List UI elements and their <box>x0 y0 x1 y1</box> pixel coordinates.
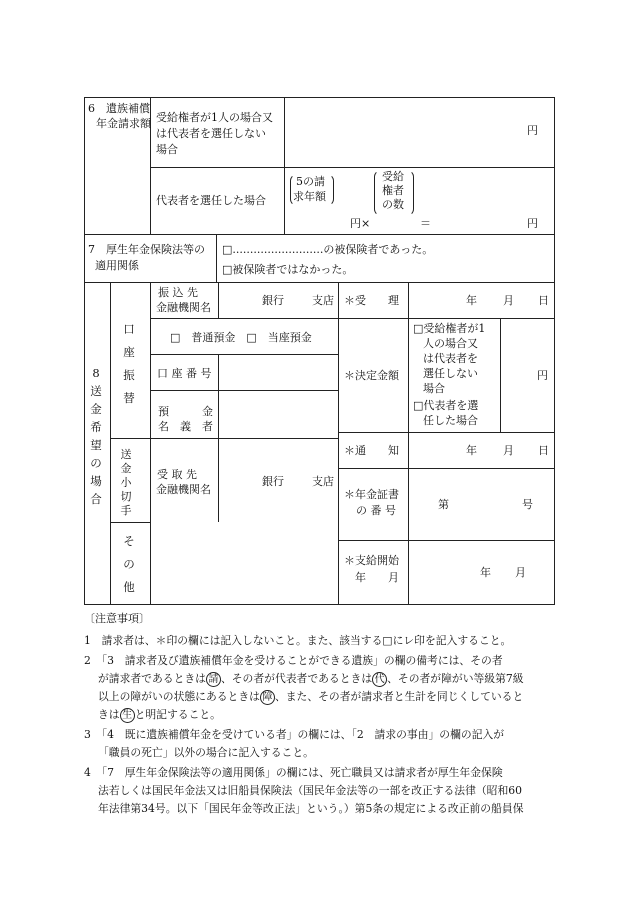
kettei-option-line7: 任した場合 <box>423 414 478 427</box>
notes-heading: 〔注意事項〕 <box>84 612 150 625</box>
circled-sei-mark: 請 <box>206 672 221 687</box>
section6-label-line1: 6 遺族補償 <box>88 102 150 115</box>
tsuchi-day: 日 <box>538 444 549 457</box>
section6-row1-line2: は代表者を選任しない <box>156 127 266 140</box>
kettei-option-line5: 場合 <box>423 382 445 395</box>
formula-b-line1: 受給 <box>382 170 404 183</box>
tsuchi-month: 月 <box>503 444 514 457</box>
account-holder-line1: 預 金 <box>158 405 213 418</box>
section6-row2-amount-field[interactable]: 円 <box>527 217 538 230</box>
section7-option2-checkbox[interactable]: □被保険者ではなかった。 <box>222 263 354 276</box>
juri-year: 年 <box>466 294 477 307</box>
furikomi-label-line1: 振 込 先 <box>158 286 198 299</box>
soukin-kogitte-label: 送金小切手 <box>120 448 132 517</box>
note-2d: きは 生 と明記すること。 <box>98 708 221 721</box>
circled-dai-mark: 代 <box>372 672 387 687</box>
circled-sei2-mark: 生 <box>120 708 135 723</box>
shosho-go: 号 <box>522 498 533 511</box>
circled-sho-mark: 障 <box>260 690 275 705</box>
kettei-option-line4: 選任しない <box>423 367 478 380</box>
recv-bank-field[interactable]: 銀行 <box>262 475 284 488</box>
section6-row1-line3: 場合 <box>156 143 178 156</box>
note-4b: 法若しくは国民年金法又は旧船員保険法（国民年金法等の一部を改正する法律（昭和60 <box>98 784 523 797</box>
formula-equals: ＝ <box>420 217 431 230</box>
furikomi-label-line2: 金融機関名 <box>156 301 211 314</box>
section7-label-line1: 7 厚生年金保険法等の <box>88 243 205 256</box>
shosho-dai: 第 <box>438 498 449 511</box>
section6-row2-label: 代表者を選任した場合 <box>156 194 266 207</box>
section6-row1-amount-field[interactable]: 円 <box>527 124 538 137</box>
kettei-unit: 円 <box>537 369 548 382</box>
sonota-label: その他 <box>123 534 135 594</box>
formula-b-line2: 権者 <box>382 184 404 197</box>
formula-a-line2: 求年額 <box>293 190 326 203</box>
account-number-label: 口 座 番 号 <box>157 367 212 380</box>
juri-day: 日 <box>538 294 549 307</box>
kettei-option-line2: 人の場合又 <box>423 337 478 350</box>
section7-option1-blank[interactable]: .......................... <box>232 243 324 256</box>
section6-label-line2: 年金請求額 <box>96 117 151 130</box>
note-2b: が請求者であるときは 請 、その者が代表者であるときは 代 、その者が障がい等級第7級 <box>98 672 524 685</box>
section7-option1-text: の被保険者であった。 <box>323 243 434 256</box>
recv-branch-field[interactable]: 支店 <box>312 475 334 488</box>
note-4c: 年法律第34号。以下「国民年金等改正法」という。）第5条の規定による改正前の船員保 <box>98 802 524 815</box>
formula-a-line1: 5の請 <box>296 175 325 188</box>
recv-label-line1: 受 取 先 <box>157 468 197 481</box>
account-holder-line2: 名 義 者 <box>158 420 213 433</box>
section7-option1-checkbox[interactable]: □ <box>222 243 233 256</box>
juri-label: ＊受 理 <box>344 294 399 307</box>
section6-row1-line1: 受給権者が1人の場合又 <box>156 111 273 124</box>
shikyu-year: 年 <box>480 566 491 579</box>
shikyu-label-line1: ＊支給開始 <box>344 554 399 567</box>
account-type-checkboxes[interactable]: □ 普通預金 □ 当座預金 <box>170 331 312 344</box>
kettei-option-line1[interactable]: □受給権者が1 <box>413 322 486 335</box>
formula-b-line3: の数 <box>382 198 404 211</box>
kettei-option-line6[interactable]: □代表者を選 <box>413 399 479 412</box>
section8-vertical-label: 8送金希望の場合 <box>90 366 102 506</box>
tsuchi-year: 年 <box>466 444 477 457</box>
shikyu-month: 月 <box>515 566 526 579</box>
recv-label-line2: 金融機関名 <box>156 483 211 496</box>
note-2a: 2 「3 請求者及び遺族補償年金を受けることができる遺族」の欄の備考には、その者 <box>84 654 503 667</box>
shosho-label-line1: ＊年金証書 <box>344 488 399 501</box>
shikyu-label-line2: 年 月 <box>355 571 399 584</box>
note-3b: 「職員の死亡」以外の場合に記入すること。 <box>98 746 314 759</box>
section7-label-line2: 適用関係 <box>95 259 139 272</box>
furikomi-branch-field[interactable]: 支店 <box>312 294 334 307</box>
shosho-label-line2: の 番 号 <box>356 504 396 517</box>
formula-unit-times[interactable]: 円× <box>350 217 371 230</box>
furikomi-bank-field[interactable]: 銀行 <box>262 294 284 307</box>
section7-option1[interactable] <box>222 242 433 257</box>
note-3a: 3 「4 既に遺族補償年金を受けている者」の欄には、「2 請求の事由」の欄の記入が <box>84 728 505 741</box>
tsuchi-label: ＊通 知 <box>344 444 399 457</box>
note-1: 1 請求者は、＊印の欄には記入しないこと。また、該当する□にレ印を記入すること。 <box>84 634 512 647</box>
koza-furikae-label: 口座振替 <box>123 322 135 405</box>
note-2c: 以上の障がいの状態にあるときは 障 、また、その者が請求者と生計を同じくしていると <box>98 690 524 703</box>
kettei-option-line3: は代表者を <box>423 352 478 365</box>
kettei-label: ＊決定金額 <box>344 369 399 382</box>
note-4a: 4 「7 厚生年金保険法等の適用関係」の欄には、死亡職員又は請求者が厚生年金保険 <box>84 766 503 779</box>
juri-month: 月 <box>503 294 514 307</box>
